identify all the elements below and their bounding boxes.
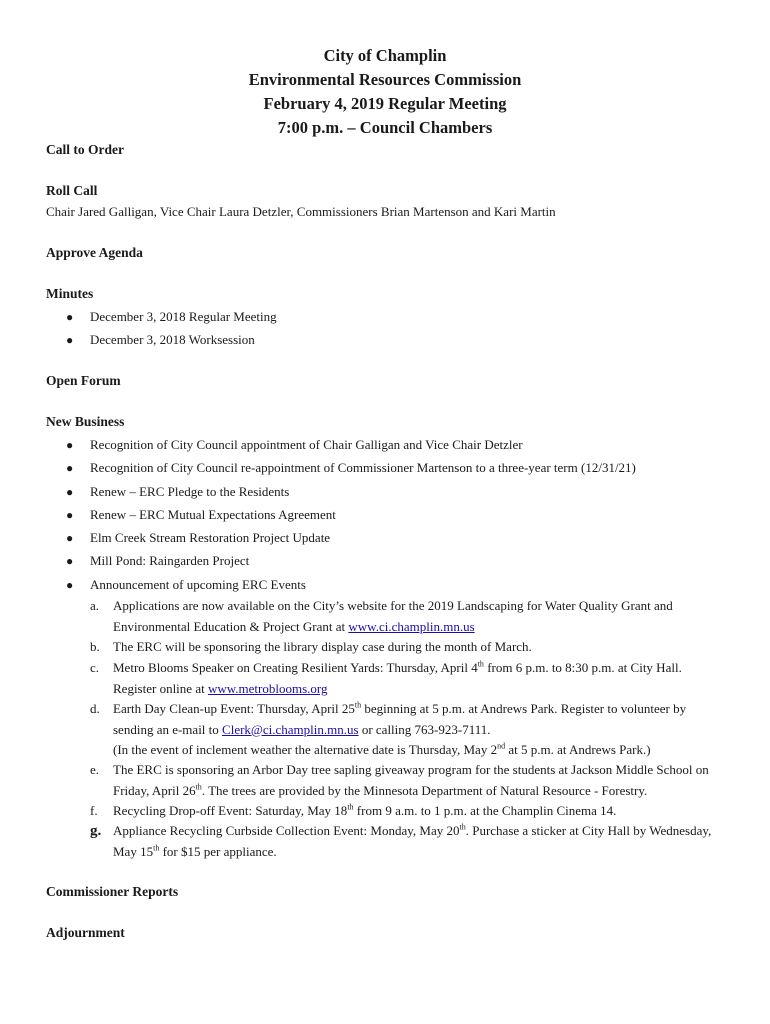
event-item-g: g. Appliance Recycling Curbside Collection Event: Monday, May 20th. Purchase a sticker at City Hall by Wednesday, May 15th for $15 per appliance.	[90, 822, 712, 859]
list-item: ● December 3, 2018 Worksession	[66, 332, 255, 347]
list-item: ● Recognition of City Council re-appointment of Commissioner Martenson to a three-year term (12/31/21)	[66, 460, 636, 475]
heading-call-to-order: Call to Order	[46, 142, 124, 157]
bullet-icon: ●	[66, 508, 74, 522]
list-item: ● Announcement of upcoming ERC Events	[66, 577, 306, 592]
header-meeting: February 4, 2019 Regular Meeting	[263, 94, 507, 113]
list-item: ● Recognition of City Council appointment of Chair Galligan and Vice Chair Detzler	[66, 437, 523, 452]
heading-commissioner-reports: Commissioner Reports	[46, 884, 179, 899]
bullet-icon: ●	[66, 333, 74, 347]
header-commission: Environmental Resources Commission	[248, 70, 522, 89]
header-time-location: 7:00 p.m. – Council Chambers	[277, 118, 493, 137]
event-item-f: f. Recycling Drop-off Event: Saturday, May 18th from 9 a.m. to 1 p.m. at the Champlin Cinema 14.	[90, 802, 617, 818]
bullet-icon: ●	[66, 485, 74, 499]
bullet-icon: ●	[66, 578, 74, 592]
roll-call-text: Chair Jared Galligan, Vice Chair Laura Detzler, Commissioners Brian Martenson and Kari Martin	[46, 204, 556, 219]
city-website-link[interactable]: www.ci.champlin.mn.us	[348, 618, 475, 634]
bullet-icon: ●	[66, 554, 74, 568]
list-item: ● Elm Creek Stream Restoration Project Update	[66, 530, 331, 545]
event-item-e: e. The ERC is sponsoring an Arbor Day tree sapling giveaway program for the students at Jackson Middle School on Friday, April 26th. The trees are provided by the Minnesota Department of Natural Resource - Forestry.	[90, 762, 709, 798]
bullet-icon: ●	[66, 531, 74, 545]
list-item: ● December 3, 2018 Regular Meeting	[66, 309, 277, 324]
list-item: ● Mill Pond: Raingarden Project	[66, 553, 250, 568]
heading-minutes: Minutes	[46, 286, 94, 301]
bullet-icon: ●	[66, 310, 74, 324]
list-item: ● Renew – ERC Pledge to the Residents	[66, 484, 290, 499]
heading-new-business: New Business	[46, 414, 125, 429]
event-item-a: a. Applications are now available on the City’s website for the 2019 Landscaping for Water Quality Grant and Environmental Education & Project Grant at www.ci.champlin.mn.us	[90, 598, 673, 634]
bullet-icon: ●	[66, 438, 74, 452]
event-item-d: d. Earth Day Clean-up Event: Thursday, April 25th beginning at 5 p.m. at Andrews Park. Register to volunteer by sending an e-mail to Clerk@ci.champlin.mn.us or calling 763-923-7111. (In the event of inclement weather the alternative date is Thursday, May 2nd at 5 p.m. at Andrews Park.)	[90, 700, 687, 757]
heading-open-forum: Open Forum	[46, 373, 121, 388]
event-item-b: b. The ERC will be sponsoring the library display case during the month of March.	[90, 639, 532, 654]
event-item-c: c. Metro Blooms Speaker on Creating Resilient Yards: Thursday, April 4th from 6 p.m. to 8:30 p.m. at City Hall. Register online at www.metroblooms.org	[90, 659, 682, 696]
bullet-icon: ●	[66, 461, 74, 475]
clerk-email-link[interactable]: Clerk@ci.champlin.mn.us	[222, 721, 359, 737]
heading-adjournment: Adjournment	[46, 925, 125, 940]
metroblooms-link[interactable]: www.metroblooms.org	[207, 680, 328, 696]
heading-roll-call: Roll Call	[46, 183, 98, 198]
list-item: ● Renew – ERC Mutual Expectations Agreement	[66, 507, 336, 522]
header-city: City of Champlin	[323, 46, 447, 65]
heading-approve-agenda: Approve Agenda	[46, 245, 143, 260]
